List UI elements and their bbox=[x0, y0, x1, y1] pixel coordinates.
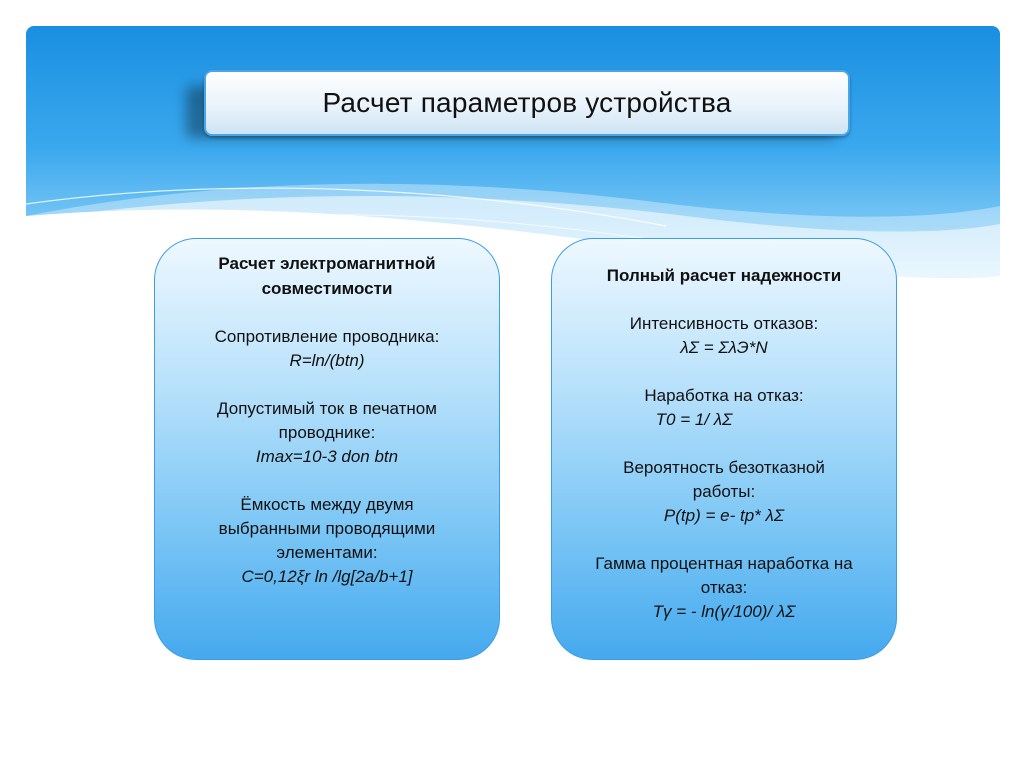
capacitance-label-line1: Ёмкость между двумя bbox=[240, 495, 414, 514]
failure-rate-label: Интенсивность отказов: bbox=[629, 314, 819, 333]
mtbf-label: Наработка на отказ: bbox=[644, 386, 804, 405]
gamma-formula: Tγ = - ln(γ/100)/ λΣ bbox=[652, 602, 796, 621]
capacitance-label-line2: выбранными проводящими bbox=[218, 519, 436, 538]
emc-card bbox=[154, 238, 500, 660]
page-title: Расчет параметров устройства bbox=[322, 87, 732, 118]
mtbf-formula: T0 = 1/ λΣ bbox=[655, 410, 733, 429]
reliability-heading: Полный расчет надежности bbox=[606, 266, 842, 285]
resistance-label: Сопротивление проводника: bbox=[214, 327, 440, 346]
failure-rate-formula: λΣ = ΣλЭ*N bbox=[680, 338, 768, 357]
resistance-formula: R=ln/(btn) bbox=[289, 351, 365, 370]
probability-label-line1: Вероятность безотказной bbox=[623, 458, 825, 477]
current-label-line2: проводнике: bbox=[278, 423, 376, 442]
reliability-card bbox=[551, 238, 897, 660]
emc-heading-line2: совместимости bbox=[261, 279, 393, 298]
current-label-line1: Допустимый ток в печатном bbox=[217, 399, 437, 418]
probability-label-line2: работы: bbox=[692, 482, 756, 501]
current-formula: Imax=10-3 don btn bbox=[255, 447, 399, 466]
capacitance-formula: C=0,12ξr ln /lg[2a/b+1] bbox=[241, 567, 413, 586]
title-box bbox=[204, 70, 850, 136]
gamma-label-line2: отказ: bbox=[700, 578, 748, 597]
probability-formula: P(tp) = e- tp* λΣ bbox=[663, 506, 785, 525]
emc-heading-line1: Расчет электромагнитной bbox=[218, 254, 436, 273]
capacitance-label-line3: элементами: bbox=[276, 543, 378, 562]
gamma-label-line1: Гамма процентная наработка на bbox=[595, 554, 853, 573]
